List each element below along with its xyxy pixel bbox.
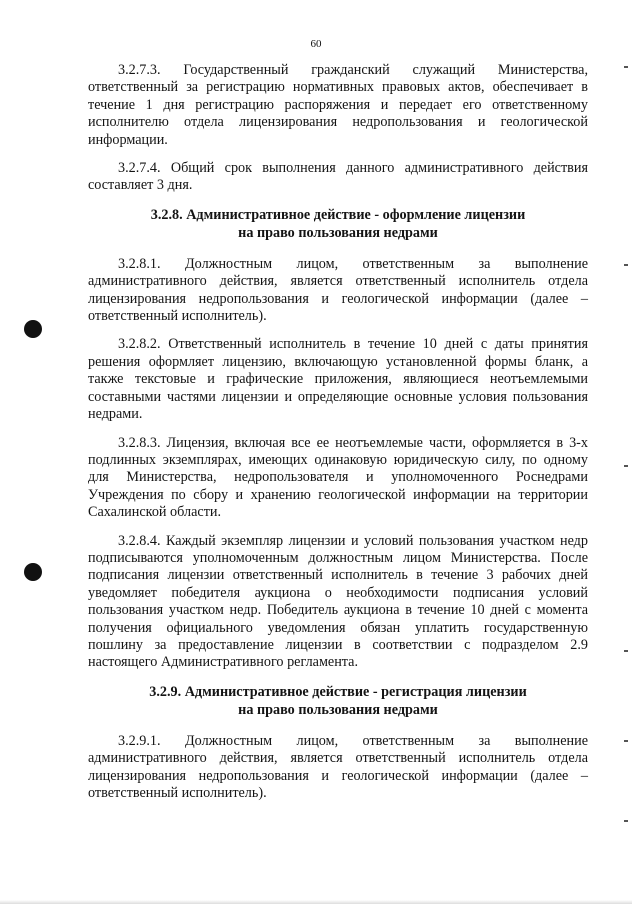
scan-mark	[624, 820, 628, 822]
paragraph-3-2-8-3: 3.2.8.3. Лицензия, включая все ее неотъемлемые части, оформляется в 3-х подлинных экземплярах, имеющих одинаковую юридическую силу, по одному для Министерства, недропользователя и уполномоченного Роснедрами Учреждения по сбору и хранению геологической информации на территории Сахалинской области.	[88, 434, 588, 521]
paragraph-3-2-8-4: 3.2.8.4. Каждый экземпляр лицензии и условий пользования участком недр подписываются уполномоченным должностным лицом Министерства. После подписания лицензии ответственный исполнитель в течение 3 рабочих дней уведомляет победителя аукциона о необходимости подписания условий пользования участком недр. Победитель аукциона в течение 10 дней с момента получения официального уведомления обязан уплатить государственную пошлину за предоставление лицензии в соответствии с подразделом 2.9 настоящего Административного регламента.	[88, 532, 588, 671]
section-heading-3-2-8	[88, 206, 588, 242]
page-number: 60	[310, 38, 322, 50]
scan-mark	[624, 264, 628, 266]
punch-hole-icon	[24, 563, 42, 581]
heading-line: на право пользования недрами	[238, 224, 438, 241]
paragraph-3-2-7-4: 3.2.7.4. Общий срок выполнения данного административного действия составляет 3 дня.	[88, 160, 588, 194]
section-heading-3-2-9	[88, 683, 588, 719]
paragraph-3-2-8-1: 3.2.8.1. Должностным лицом, ответственным за выполнение административного действия, является ответственный исполнитель отдела лицензирования недропользования и геологической информации (далее – ответственный исполнитель).	[88, 255, 588, 325]
scan-mark	[624, 650, 628, 652]
scan-edge	[0, 900, 632, 904]
document-body	[88, 62, 588, 813]
punch-hole-icon	[24, 320, 42, 338]
paragraph-3-2-7-3: 3.2.7.3. Государственный гражданский служащий Министерства, ответственный за регистрацию нормативных правовых актов, обеспечивает в течение 1 дня регистрацию распоряжения и передает его ответственному исполнителю отдела лицензирования недропользования и геологической информации.	[88, 62, 588, 148]
heading-line: 3.2.8. Административное действие - оформление лицензии	[150, 206, 526, 223]
scan-mark	[624, 740, 628, 742]
scan-mark	[624, 465, 628, 467]
heading-line: 3.2.9. Административное действие - регистрация лицензии	[149, 683, 527, 700]
heading-line: на право пользования недрами	[238, 701, 438, 718]
paragraph-3-2-9-1: 3.2.9.1. Должностным лицом, ответственным за выполнение административного действия, является ответственный исполнитель отдела лицензирования недропользования и геологической информации (далее – ответственный исполнитель).	[88, 732, 588, 801]
scan-mark	[624, 66, 628, 68]
paragraph-3-2-8-2: 3.2.8.2. Ответственный исполнитель в течение 10 дней с даты принятия решения оформляет лицензию, включающую установленной формы бланк, а также текстовые и графические приложения, являющиеся неотъемлемыми составными частями лицензии и определяющие основные условия пользования недрами.	[88, 336, 588, 423]
